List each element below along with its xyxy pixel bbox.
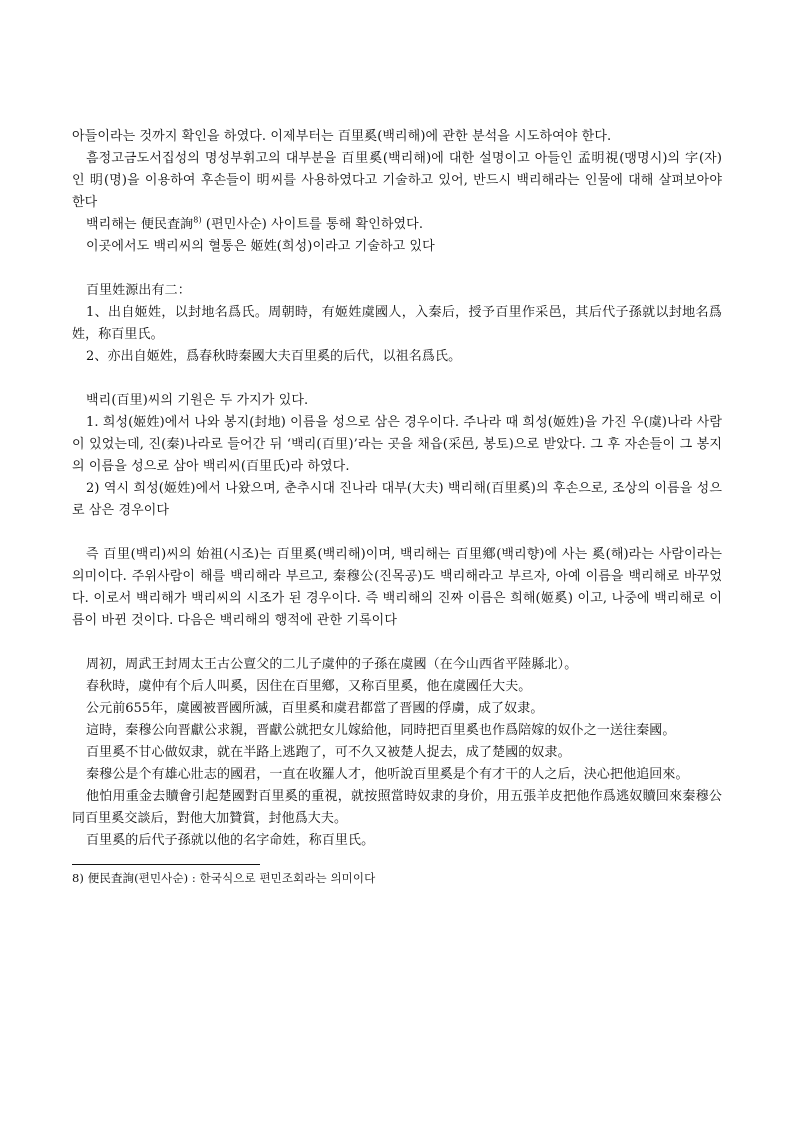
paragraph-gap: [72, 522, 722, 544]
paragraph: 흠정고금도서집성의 명성부휘고의 대부분을 百里奚(백리해)에 대한 설명이고 아들인 孟明視(맹명시)의 字(자)인 明(명)을 이용하여 후손들이 明씨를 사용하였다고 기술하고 있어, 반드시 백리해라는 인물에 대해 살펴보아야 한다: [72, 151, 722, 210]
footnote-ref: 8): [193, 215, 202, 225]
paragraph: 百里姓源出有二：: [86, 283, 191, 298]
paragraph: 公元前655年，虞國被晋國所滅，百里奚和虞君都當了晋國的俘虜，成了奴隶。: [86, 701, 544, 716]
paragraph: 1、出自姬姓，以封地名爲氏。周朝時，有姬姓虞國人，入秦后，授予百里作采邑，其后代子孫就以封地名爲姓，称百里氏。: [72, 305, 722, 342]
paragraph: 這時，秦穆公向晋獻公求親，晋獻公就把女儿嫁給他，同時把百里奚也作爲陪嫁的奴仆之一送往秦國。: [86, 723, 676, 738]
paragraph: 百里奚的后代子孫就以他的名字命姓，称百里氏。: [86, 833, 375, 848]
footnote-divider: [72, 864, 260, 865]
paragraph: 이곳에서도 백리씨의 혈통은 姬姓(희성)이라고 기술하고 있다: [86, 239, 435, 254]
footnote-8: 8) 便民査詢(편민사순) : 한국식으로 편민조회라는 의미이다: [72, 871, 376, 885]
paragraph-gap: [72, 368, 722, 390]
paragraph: 秦穆公是个有雄心壯志的國君，一直在收羅人才，他听說百里奚是个有才干的人之后，決心把他追回來。: [86, 767, 689, 782]
paragraph: [72, 214, 722, 236]
paragraph: 백리(百里)씨의 기원은 두 가지가 있다.: [86, 393, 309, 408]
paragraph: 周初，周武王封周太王古公亶父的二儿子虞仲的子孫在虞國（在今山西省平陸縣北）。: [86, 657, 578, 672]
paragraph: 2) 역시 희성(姬姓)에서 나왔으며, 춘추시대 진나라 대부(大夫) 백리해(百里奚)의 후손으로, 조상의 이름을 성으로 삼은 경우이다: [72, 481, 722, 518]
paragraph: 아들이라는 것까지 확인을 하였다. 이제부터는 百里奚(백리해)에 관한 분석을 시도하여야 한다.: [72, 129, 612, 144]
paragraph-text: (편민사순) 사이트를 통해 확인하였다.: [201, 217, 424, 232]
paragraph: 他怕用重金去贖會引起楚國對百里奚的重視，就按照當時奴隶的身价，用五張羊皮把他作爲逃奴贖回來秦穆公同百里奚交談后，對他大加贊賞，封他爲大夫。: [72, 789, 722, 826]
paragraph: 1. 희성(姬姓)에서 나와 봉지(封地) 이름을 성으로 삼은 경우이다. 주나라 때 희성(姬姓)을 가진 우(虞)나라 사람이 있었는데, 진(秦)나라로 들어간 뒤 ‘백리(百里)’라는 곳을 채읍(采邑, 봉토)으로 받았다. 그 후 자손들이 그 봉지의 이름을 성으로 삼아 백리씨(百里氏)라 하였다.: [72, 415, 722, 474]
paragraph: 春秋時，虞仲有个后人叫奚，因住在百里鄕，又称百里奚，他在虞國任大夫。: [86, 679, 532, 694]
paragraph: 2、亦出自姬姓，爲春秋時秦國大夫百里奚的后代，以祖名爲氏。: [86, 349, 462, 364]
paragraph: 百里奚不甘心做奴隶，就在半路上逃跑了，可不久又被楚人捉去，成了楚國的奴隶。: [86, 745, 571, 760]
main-text: [72, 126, 722, 852]
paragraph-gap: [72, 258, 722, 280]
page-body: [72, 126, 722, 887]
paragraph-gap: [72, 632, 722, 654]
paragraph: 즉 百里(백리)씨의 始祖(시조)는 百里奚(백리해)이며, 백리해는 百里鄕(백리향)에 사는 奚(해)라는 사람이라는 의미이다. 주위사람이 해를 백리해라 부르고, 秦穆公(진목공)도 백리해라고 부르자, 아예 이름을 백리해로 바꾸었다. 이로서 백리해가 백리씨의 시조가 된 경우이다. 즉 백리해의 진짜 이름은 희해(姬奚) 이고, 나중에 백리해로 이름이 바뀐 것이다. 다음은 백리해의 행적에 관한 기록이다: [72, 547, 722, 628]
paragraph-text: 백리해는 便民査詢: [86, 217, 194, 232]
